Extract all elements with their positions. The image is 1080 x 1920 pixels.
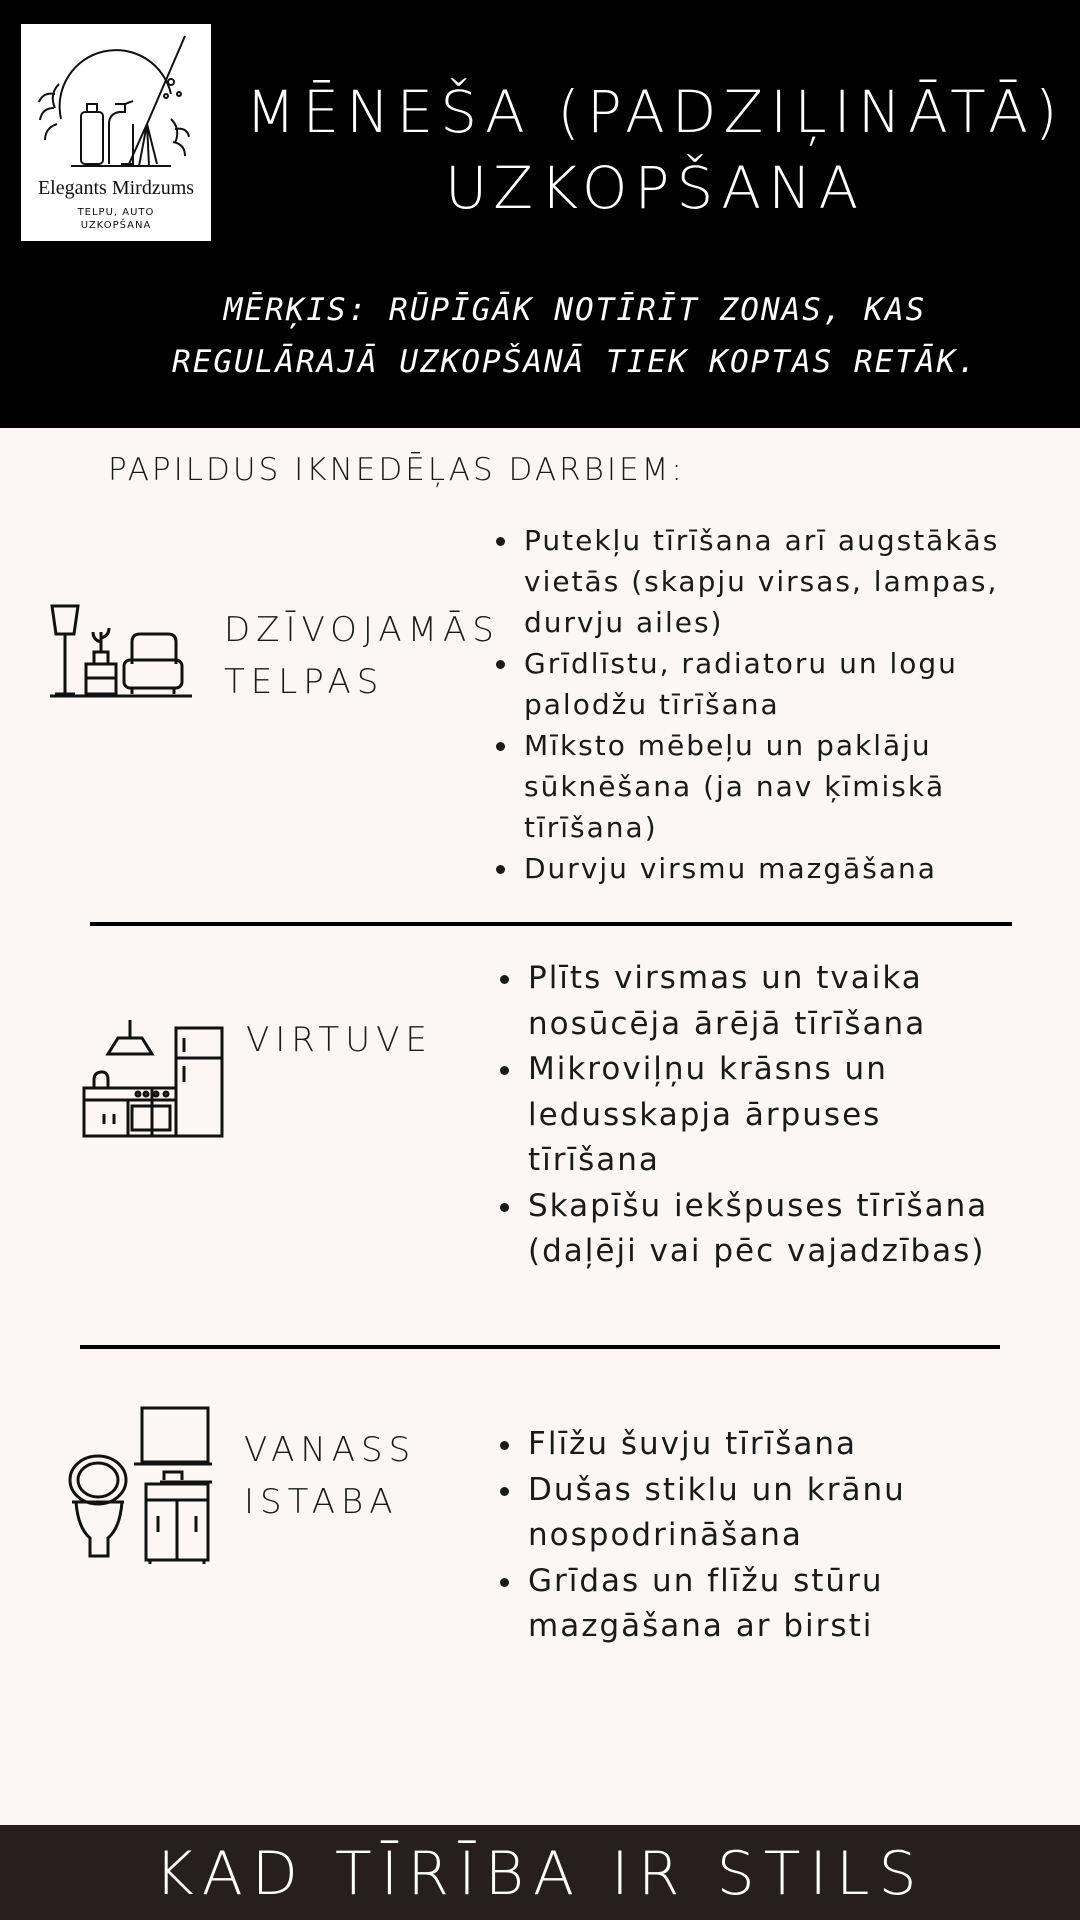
task-list <box>498 1422 1068 1650</box>
list-item-line: Putekļu tīrīšana arī augstākās <box>524 524 1000 557</box>
footer <box>0 1825 1080 1920</box>
list-item <box>498 1559 1068 1650</box>
logo-tagline <box>21 206 211 232</box>
list-item-line: (daļēji vai pēc vajadzības) <box>528 1233 986 1269</box>
kitchen-icon <box>80 1018 226 1138</box>
logo <box>21 24 211 241</box>
list-item-line: Plīts virsmas un tvaika <box>528 960 923 996</box>
list-item-line: Dušas stiklu un krānu <box>528 1471 906 1508</box>
task-list <box>494 520 1064 889</box>
task-list <box>498 956 1068 1275</box>
goal-statement <box>110 284 1040 388</box>
list-item <box>498 1047 1068 1184</box>
page-title-line-1: MĒNEŠA (PADZIĻINĀTĀ) <box>245 78 1065 146</box>
list-item-line: Skapīšu iekšpuses tīrīšana <box>528 1187 989 1224</box>
list-item <box>498 1468 1068 1559</box>
list-item <box>498 1184 1068 1275</box>
list-item-line: vietās (skapju virsas, lampas, <box>524 565 999 598</box>
logo-tagline-line-1: TELPU, AUTO <box>77 207 155 218</box>
list-item-line: nospodrināšana <box>528 1517 803 1553</box>
section-title-line-2: TELPAS <box>224 662 385 702</box>
list-item-line: nosūcēja ārējā tīrīšana <box>528 1005 927 1042</box>
list-item <box>494 520 1064 643</box>
list-item-line: sūknēšana (ja nav ķīmiskā <box>524 770 946 803</box>
list-item-line: palodžu tīrīšana <box>524 688 780 721</box>
list-item <box>498 956 1068 1047</box>
section-title-line-1: VANASS <box>244 1430 417 1470</box>
footer-slogan: KAD TĪRĪBA IR STILS <box>154 1839 926 1909</box>
list-item-line: Grīdlīstu, radiatoru un logu <box>524 647 958 680</box>
list-item <box>494 848 1064 889</box>
page-title-line-2: UZKOPŠANA <box>444 154 866 222</box>
list-item-line: durvju ailes) <box>524 606 724 639</box>
list-item <box>494 643 1064 725</box>
section-title <box>246 1014 433 1066</box>
intro-heading: PAPILDUS IKNEDĒĻAS DARBIEM: <box>108 452 685 488</box>
section-title-line-1: VIRTUVE <box>246 1020 433 1060</box>
living-room-icon <box>48 602 194 702</box>
list-item-line: Mīksto mēbeļu un paklāju <box>524 729 932 762</box>
logo-tagline-line-2: UZKOPŠANA <box>80 220 152 231</box>
goal-line-2: REGULĀRAJĀ UZKOPŠANĀ TIEK KOPTAS RETĀK. <box>172 344 978 380</box>
list-item-line: Mikroviļņu krāsns un <box>528 1051 888 1087</box>
list-item <box>498 1422 1068 1468</box>
section-kitchen <box>0 956 1080 1316</box>
section-bathroom <box>0 1422 1080 1682</box>
section-title-line-2: ISTABA <box>244 1482 399 1522</box>
goal-line-1: MĒRĶIS: RŪPĪGĀK NOTĪRĪT ZONAS, KAS <box>223 292 927 328</box>
bathroom-icon <box>68 1404 214 1564</box>
section-divider <box>80 1345 1000 1349</box>
list-item-line: ledusskapja ārpuses <box>528 1096 882 1133</box>
header <box>0 0 1080 428</box>
list-item-line: tīrīšana <box>528 1142 660 1178</box>
list-item-line: Grīdas un flīžu stūru <box>528 1562 884 1599</box>
section-title <box>244 1424 416 1528</box>
section-title-line-1: DZĪVOJAMĀS <box>224 610 500 650</box>
logo-name: Elegants Mirdzums <box>37 177 195 199</box>
section-living-rooms <box>0 520 1080 900</box>
list-item-line: mazgāšana ar birsti <box>528 1608 874 1644</box>
list-item-line: Flīžu šuvju tīrīšana <box>528 1426 858 1462</box>
page-title <box>240 74 1070 226</box>
list-item-line: Durvju virsmu mazgāšana <box>524 852 937 885</box>
list-item-line: tīrīšana) <box>524 811 658 844</box>
section-divider <box>90 922 1012 926</box>
section-title <box>224 604 500 708</box>
list-item <box>494 725 1064 848</box>
